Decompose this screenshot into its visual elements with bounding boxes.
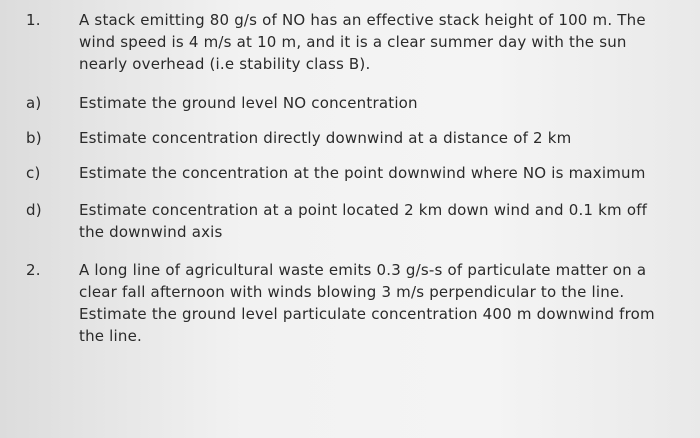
problem-text [79,9,679,75]
part-label: c) [26,164,41,182]
item-number: 2. [26,261,41,279]
problem-text [79,259,679,347]
text-line: the line. [79,327,143,345]
part-label: a) [26,94,42,112]
part-text [79,92,679,114]
text-line: the downwind axis [79,223,223,241]
text-line: Estimate concentration directly downwind at a distance of 2 km [79,129,572,147]
part-text [79,162,679,184]
text-line: Estimate the ground level NO concentration [79,94,418,112]
text-line: nearly overhead (i.e stability class B). [79,55,371,73]
text-line: clear fall afternoon with winds blowing 3 m/s perpendicular to the line. [79,283,625,301]
text-line: wind speed is 4 m/s at 10 m, and it is a clear summer day with the sun [79,33,627,51]
text-line: Estimate concentration at a point located 2 km down wind and 0.1 km off [79,201,648,219]
text-line: A stack emitting 80 g/s of NO has an effective stack height of 100 m. The [79,11,646,29]
part-label: d) [26,201,42,219]
text-line: Estimate the ground level particulate concentration 400 m downwind from [79,305,655,323]
item-number: 1. [26,11,41,29]
part-text [79,127,679,149]
text-line: Estimate the concentration at the point downwind where NO is maximum [79,164,646,182]
text-line: A long line of agricultural waste emits 0.3 g/s-s of particulate matter on a [79,261,647,279]
part-label: b) [26,129,42,147]
part-text [79,199,679,243]
